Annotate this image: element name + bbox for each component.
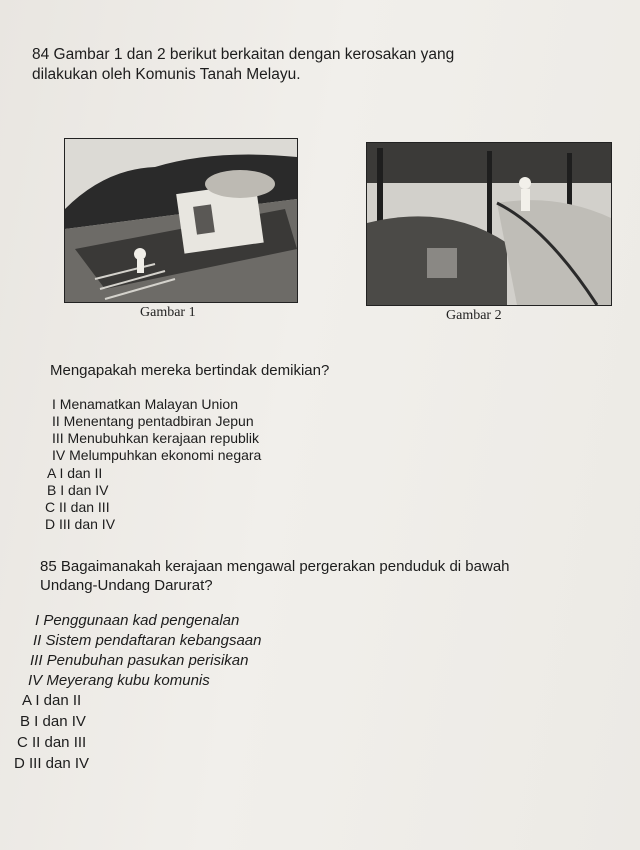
q84-choice-b[interactable]: B I dan IV [47, 482, 109, 498]
q84-choice-c[interactable]: C II dan III [45, 499, 110, 515]
q85-stem-line2: Undang-Undang Darurat? [40, 577, 213, 594]
q84-stem-line1: 84 Gambar 1 dan 2 berikut berkaitan dengan kerosakan yang [32, 46, 455, 63]
q85-statement-4: IV Meyerang kubu komunis [28, 672, 210, 689]
figure-2-damaged-bridge-photo [366, 142, 612, 306]
q84-choice-a[interactable]: A I dan II [47, 465, 103, 481]
q85-statement-1: I Penggunaan kad pengenalan [35, 612, 240, 629]
q84-choice-d[interactable]: D III dan IV [45, 516, 116, 532]
figure-2-caption: Gambar 2 [446, 308, 502, 323]
q84-stem-line2: dilakukan oleh Komunis Tanah Melayu. [32, 66, 301, 83]
q85-choice-b[interactable]: B I dan IV [20, 713, 86, 730]
q84-statement-3: III Menubuhkan kerajaan republik [52, 430, 260, 446]
figure-1-derailed-train-photo [64, 138, 298, 303]
q85-choice-c[interactable]: C II dan III [17, 734, 87, 751]
q85-stem-line1: 85 Bagaimanakah kerajaan mengawal pergerakan penduduk di bawah [40, 558, 510, 575]
q85-choice-a[interactable]: A I dan II [22, 692, 82, 709]
q84-question: Mengapakah mereka bertindak demikian? [50, 362, 330, 379]
q85-statement-2: II Sistem pendaftaran kebangsaan [33, 632, 262, 649]
figure-1-caption: Gambar 1 [140, 305, 196, 320]
q84-statement-2: II Menentang pentadbiran Jepun [52, 413, 254, 429]
q84-statement-4: IV Melumpuhkan ekonomi negara [52, 447, 262, 463]
q84-statement-1: I Menamatkan Malayan Union [52, 396, 238, 412]
q85-choice-d[interactable]: D III dan IV [14, 755, 90, 772]
q85-statement-3: III Penubuhan pasukan perisikan [30, 652, 249, 669]
